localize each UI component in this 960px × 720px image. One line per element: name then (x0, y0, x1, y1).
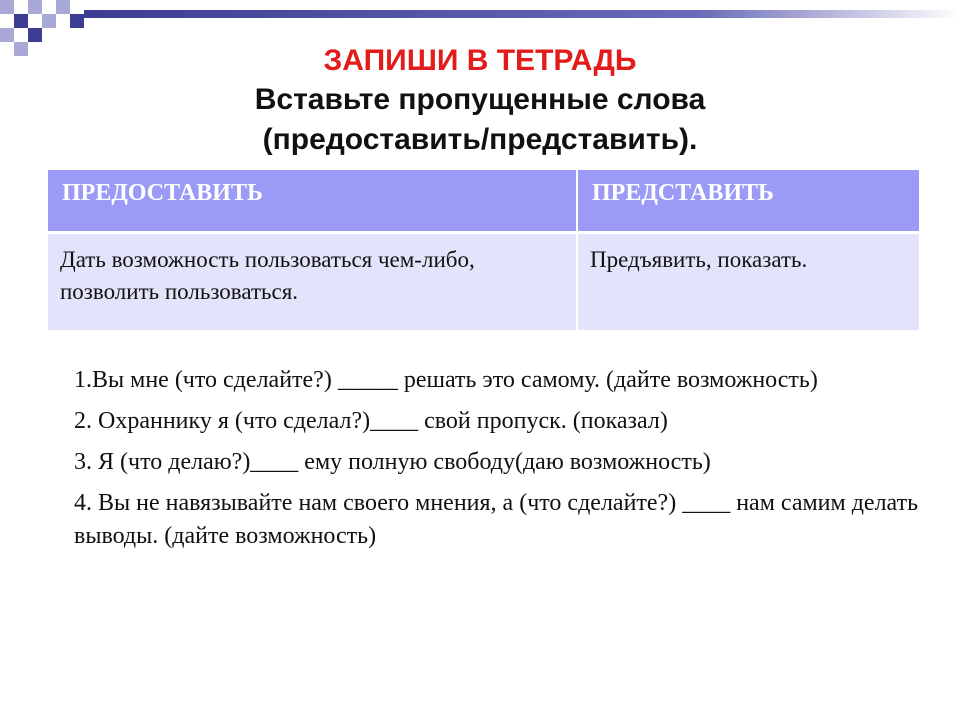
deco-square (28, 0, 42, 14)
exercise-item-1: 1.Вы мне (что сделайте?) _____ решать это самому. (дайте возможность) (74, 367, 818, 393)
table-row (48, 232, 919, 330)
deco-square (14, 14, 28, 28)
slide-title (0, 42, 960, 160)
definitions-table (48, 170, 919, 330)
exercise-item-4: 4. Вы не навязывайте нам своего мнения, а (что сделайте?) ____ нам самим делать выводы. (дайте возможность) (74, 490, 919, 549)
deco-square (0, 28, 14, 42)
definition-predostavit: Дать возможность пользоваться чем-либо, позволить пользоваться. (48, 232, 577, 330)
title-instruction: ЗАПИШИ В ТЕТРАДЬ (323, 44, 637, 77)
header-predstavit: ПРЕДСТАВИТЬ (577, 170, 919, 232)
title-word-pair: (предоставить/представить). (262, 123, 698, 156)
header-predostavit: ПРЕДОСТАВИТЬ (48, 170, 577, 232)
deco-square (28, 28, 42, 42)
exercise-list (74, 364, 920, 561)
header-gradient-line (84, 10, 960, 18)
deco-square (70, 14, 84, 28)
deco-square (42, 14, 56, 28)
title-task: Вставьте пропущенные слова (254, 83, 706, 116)
deco-square (56, 0, 70, 14)
exercise-item-2: 2. Охраннику я (что сделал?)____ свой пропуск. (показал) (74, 408, 668, 434)
table-header-row (48, 170, 919, 232)
definition-predstavit: Предъявить, показать. (577, 232, 919, 330)
deco-square (0, 0, 14, 14)
exercise-item-3: 3. Я (что делаю?)____ ему полную свободу(даю возможность) (74, 449, 711, 475)
